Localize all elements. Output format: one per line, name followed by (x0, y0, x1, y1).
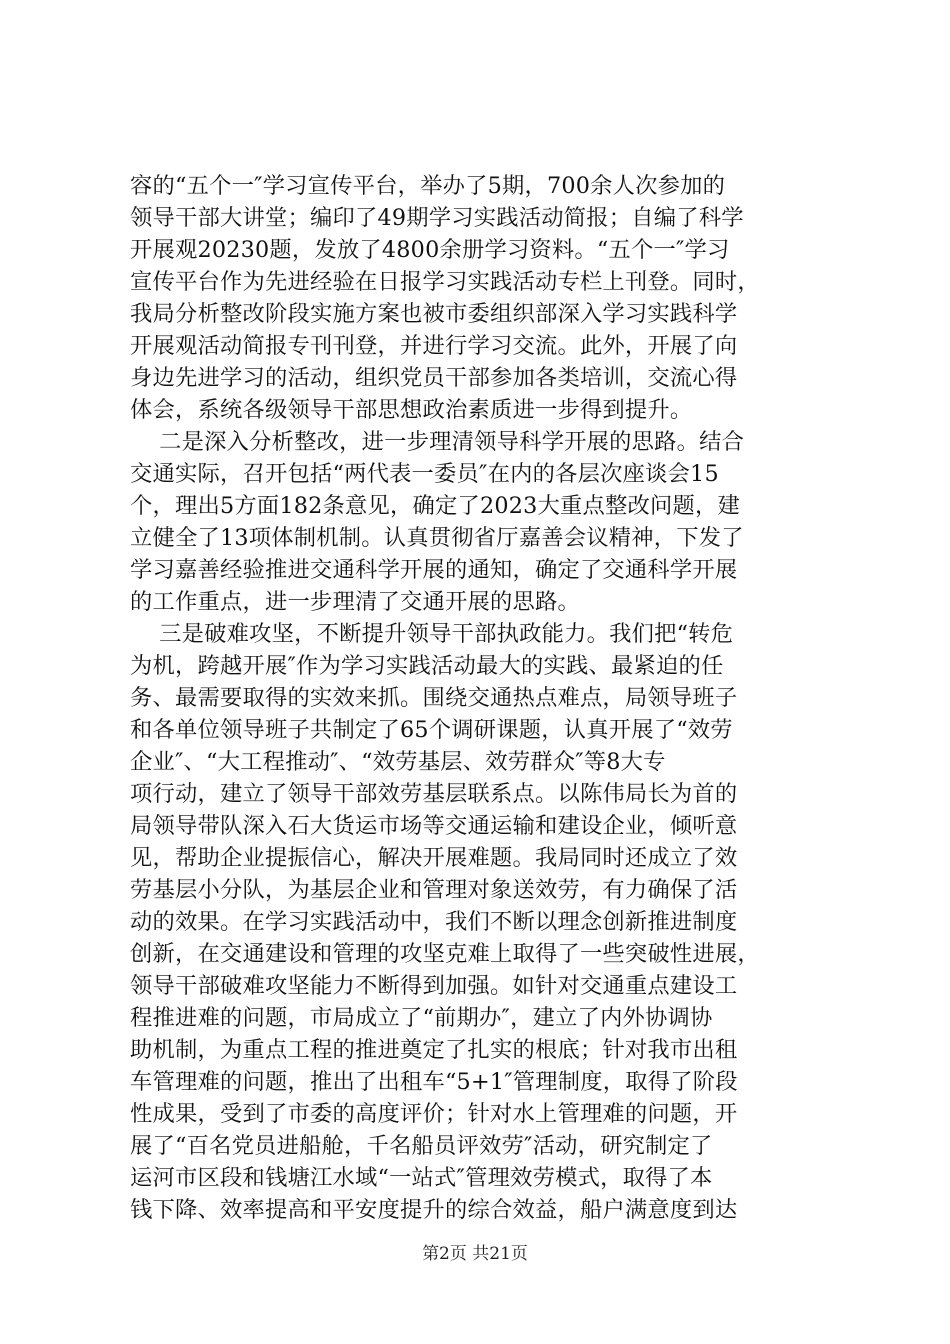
text-line: 运河市区段和钱塘江水域“一站式″管理效劳模式，取得了本 (130, 1165, 713, 1191)
text-line: 助机制，为重点工程的推进奠定了扎实的根底；针对我市出租 (130, 1037, 738, 1063)
text-line: 领导干部大讲堂；编印了49期学习实践活动简报；自编了科学 (130, 205, 744, 231)
text-line: 领导干部破难攻坚能力不断得到加强。如针对交通重点建设工 (130, 973, 738, 999)
text-line: 立健全了13项体制机制。认真贯彻省厅嘉善会议精神，下发了 (130, 525, 744, 551)
text-line: 性成果，受到了市委的高度评价；针对水上管理难的问题，开 (130, 1101, 738, 1127)
text-line: 宣传平台作为先进经验在日报学习实践活动专栏上刊登。同时， (130, 269, 760, 295)
text-line: 我局分析整改阶段实施方案也被市委组织部深入学习实践科学 (130, 301, 738, 327)
text-line: 二是深入分析整改，进一步理清领导科学开展的思路。结合 (130, 429, 745, 455)
text-line: 开展观活动简报专刊刊登，并进行学习交流。此外，开展了向 (130, 333, 738, 359)
text-line: 车管理难的问题，推出了出租车“5+1″管理制度，取得了阶段 (130, 1069, 738, 1095)
page-number-label: 第2页 共21页 (422, 1244, 528, 1264)
text-line: 程推进难的问题，市局成立了“前期办″，建立了内外协调协 (130, 1005, 713, 1031)
body-text (130, 170, 830, 1226)
text-line: 为机，跨越开展″作为学习实践活动最大的实践、最紧迫的任 (130, 653, 724, 679)
text-line: 创新，在交通建设和管理的攻坚克难上取得了一些突破性进展， (130, 941, 760, 967)
text-line: 务、最需要取得的实效来抓。围绕交通热点难点，局领导班子 (130, 685, 738, 711)
text-line: 三是破难攻坚，不断提升领导干部执政能力。我们把“转危 (130, 621, 734, 647)
text-line: 展了“百名党员进船舱，千名船员评效劳″活动，研究制定了 (130, 1133, 713, 1159)
text-line: 个，理出5方面182条意见，确定了2023大重点整改问题，建 (130, 493, 741, 519)
text-line: 企业″、“大工程推动″、“效劳基层、效劳群众″等8大专 (130, 749, 666, 775)
text-line: 身边先进学习的活动，组织党员干部参加各类培训，交流心得 (130, 365, 738, 391)
text-line: 局领导带队深入石大货运市场等交通运输和建设企业，倾听意 (130, 813, 738, 839)
text-line: 体会，系统各级领导干部思想政治素质进一步得到提升。 (130, 397, 693, 423)
text-line: 学习嘉善经验推进交通科学开展的通知，确定了交通科学开展 (130, 557, 738, 583)
text-line: 开展观20230题，发放了4800余册学习资料。“五个一″学习 (130, 237, 730, 263)
text-line: 容的“五个一″学习宣传平台，举办了5期，700余人次参加的 (130, 173, 726, 199)
text-line: 和各单位领导班子共制定了65个调研课题，认真开展了“效劳 (130, 717, 733, 743)
text-line: 钱下降、效率提高和平安度提升的综合效益，船户满意度到达 (130, 1197, 738, 1223)
page-footer (0, 1242, 950, 1266)
text-line: 动的效果。在学习实践活动中，我们不断以理念创新推进制度 (130, 909, 738, 935)
text-line: 劳基层小分队，为基层企业和管理对象送效劳，有力确保了活 (130, 877, 738, 903)
text-line: 交通实际，召开包括“两代表一委员″在内的各层次座谈会15 (130, 461, 719, 487)
text-line: 的工作重点，进一步理清了交通开展的思路。 (130, 589, 580, 615)
text-line: 项行动，建立了领导干部效劳基层联系点。以陈伟局长为首的 (130, 781, 738, 807)
text-line: 见，帮助企业提振信心，解决开展难题。我局同时还成立了效 (130, 845, 738, 871)
